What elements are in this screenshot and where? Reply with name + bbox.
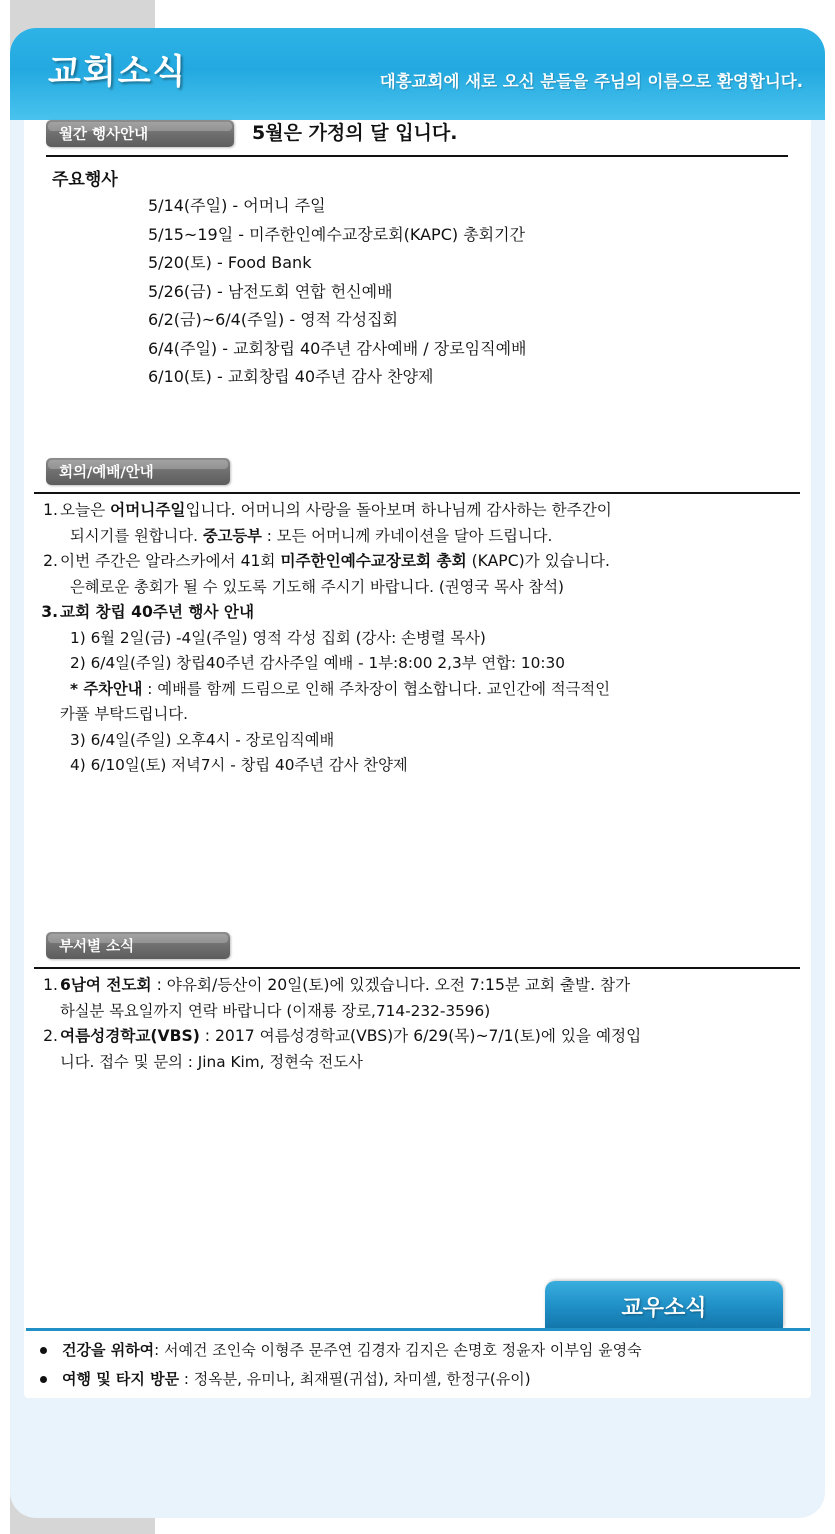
section-tab-meeting-worship [46, 458, 230, 485]
list-item: 5/14(주일) - 어머니 주일 [148, 196, 326, 215]
notice-text-bold: 어머니주일 [110, 501, 186, 519]
bullet-icon [40, 1347, 47, 1354]
left-white-gutter [0, 0, 10, 1534]
department-text: : 야유회/등산이 20일(토)에 있겠습니다. 오전 7:15분 교회 출발. 참가 [151, 976, 631, 994]
notice-text-a: 오늘은 [60, 501, 111, 519]
parking-notice-label: * 주차안내 [70, 679, 143, 698]
department-text-cont: 하실분 목요일까지 연락 바랍니다 (이재룡 장로,714-232-3596) [60, 1001, 491, 1020]
parking-notice-cont: 카풀 부탁드립니다. [60, 705, 188, 723]
list-item: 5/15~19일 - 미주한인예수교장로회(KAPC) 총회기간 [148, 224, 526, 244]
anniversary-sub-4: 4) 6/10일(토) 저녁7시 - 창립 40주년 감사 찬양제 [70, 756, 408, 774]
section-tab-meeting-label: 회의/예배/안내 [59, 465, 154, 481]
month-theme-title: 5월은 가정의 달 입니다. [252, 122, 458, 144]
list-item [34, 549, 802, 600]
section-divider-4 [26, 1328, 810, 1331]
fellowship-names: : 정옥분, 유미나, 최재필(귀섭), 차미셀, 한정구(유이) [179, 1370, 531, 1388]
notice-text-bold: 미주한인예수교장로회 총회 [280, 552, 467, 570]
list-item: 5/20(토) - Food Bank [148, 253, 312, 272]
section-tab-department-label: 부서별 소식 [59, 939, 135, 955]
department-name: 6남여 전도회 [60, 976, 152, 994]
list-item [34, 600, 802, 779]
meeting-notice-list [34, 498, 802, 779]
main-events-label: 주요행사 [52, 170, 118, 190]
section-tab-department-news [46, 932, 230, 959]
department-name: 여름성경학교(VBS) [60, 1027, 200, 1045]
notice-text-c: (KAPC)가 있습니다. [466, 552, 610, 570]
section-tab-monthly-events [46, 120, 234, 147]
list-item: 6/4(주일) - 교회창립 40주년 감사예배 / 장로임직예배 [148, 338, 527, 358]
department-text-cont: 니다. 접수 및 문의 : Jina Kim, 정현숙 전도사 [60, 1052, 363, 1071]
list-item [34, 1024, 802, 1075]
list-item [36, 1336, 816, 1365]
anniversary-heading: 교회 창립 40주년 행사 안내 [60, 603, 255, 621]
fellowship-names: : 서예건 조인숙 이형주 문주연 김경자 김지은 손명호 정윤자 이부임 윤영숙 [154, 1341, 642, 1359]
anniversary-sub-2: 2) 6/4일(주일) 창립40주년 감사주일 예배 - 1부:8:00 2,3부 연합: 10:30 [70, 654, 566, 672]
list-item: 6/2(금)~6/4(주일) - 영적 각성집회 [148, 310, 399, 329]
page-title: 교회소식 [48, 52, 188, 92]
list-item-number: 1. [43, 976, 58, 994]
list-item-number: 3. [41, 603, 58, 621]
anniversary-sub-1: 1) 6월 2일(금) -4일(주일) 영적 각성 집회 (강사: 손병렬 목사) [70, 628, 486, 647]
notice-text-a2: 되시기를 원합니다. [70, 526, 203, 545]
notice-text-a: 이번 주간은 알라스카에서 41회 [60, 552, 281, 570]
bulletin-header [10, 28, 825, 120]
notice-subline [60, 524, 802, 550]
notice-text-c2: : 모든 어머니께 카네이션을 달아 드립니다. [261, 526, 553, 545]
section-tab-fellowship-news [545, 1281, 783, 1328]
list-item: 5/26(금) - 남전도회 연합 헌신예배 [148, 281, 393, 301]
fellowship-category: 여행 및 타지 방문 [62, 1370, 180, 1388]
welcome-message: 대흥교회에 새로 오신 분들을 주님의 이름으로 환영합니다. [379, 72, 803, 91]
section-tab-monthly-label: 월간 행사안내 [59, 127, 149, 143]
list-item: 6/10(토) - 교회창립 40주년 감사 찬양제 [148, 367, 434, 386]
list-item-number: 2. [43, 1027, 58, 1045]
list-item-number: 1. [43, 501, 58, 519]
list-item [34, 498, 802, 549]
notice-text-bold2: 중고등부 [202, 526, 262, 545]
department-news-list [34, 973, 802, 1075]
section-divider-1 [46, 155, 788, 157]
section-divider-3 [34, 967, 800, 969]
section-divider-2 [34, 492, 800, 494]
department-text: : 2017 여름성경학교(VBS)가 6/29(목)~7/1(토)에 있을 예정입 [199, 1027, 642, 1045]
bullet-icon [40, 1376, 47, 1383]
section-tab-fellowship-label: 교우소식 [621, 1296, 707, 1321]
list-item-number: 2. [43, 552, 58, 570]
parking-notice: * 주차안내 : 예배를 함께 드림으로 인해 주차장이 협소합니다. 교인간에 적극적인 [70, 679, 610, 698]
fellowship-news-list [36, 1336, 816, 1394]
list-item [34, 973, 802, 1024]
notice-subline: 은혜로운 총회가 될 수 있도록 기도해 주시기 바랍니다. (권영국 목사 참석) [70, 577, 564, 596]
monthly-event-list [148, 192, 788, 392]
list-item [36, 1365, 816, 1394]
anniversary-sub-3: 3) 6/4일(주일) 오후4시 - 장로임직예배 [70, 730, 335, 749]
fellowship-category: 건강을 위하여 [62, 1341, 155, 1359]
notice-text-c: 입니다. 어머니의 사랑을 돌아보며 하나님께 감사하는 한주간이 [185, 501, 612, 519]
